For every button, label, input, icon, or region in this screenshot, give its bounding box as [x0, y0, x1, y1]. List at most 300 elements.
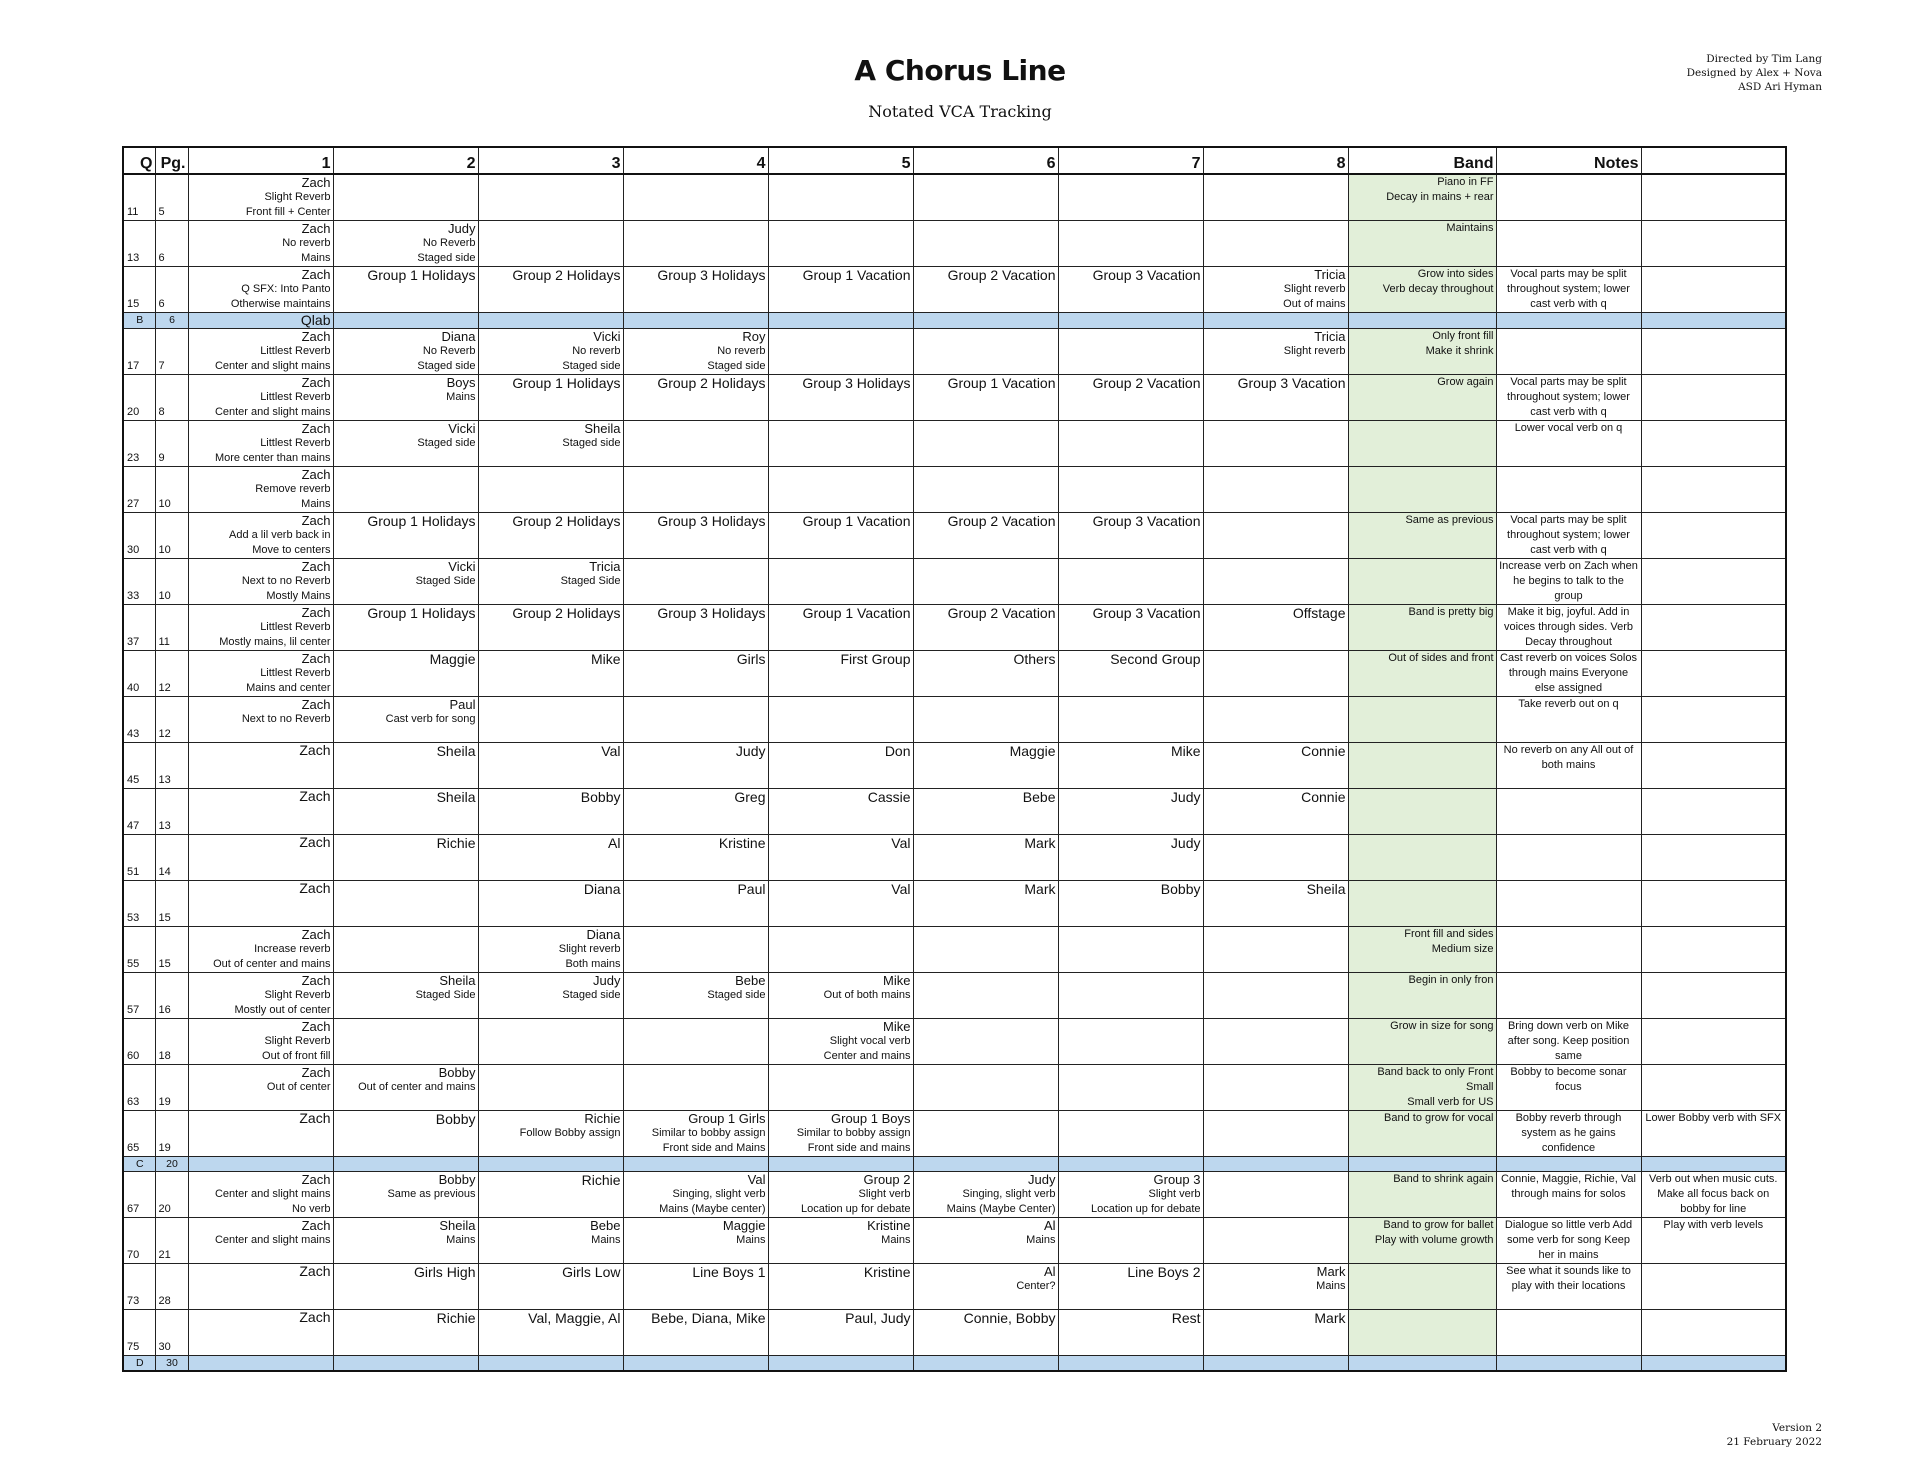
vca-4-cell	[623, 1310, 768, 1356]
vca-4-cell	[623, 1157, 768, 1172]
vca-8-cell	[1203, 605, 1348, 651]
cell-note-text: No reverb	[572, 345, 621, 357]
vca-2-cell	[333, 174, 478, 221]
credit-line: Designed by Alex + Nova	[1686, 67, 1822, 79]
band-cell	[1348, 1264, 1496, 1310]
page-number: 6	[155, 313, 188, 329]
cell-primary-text: Verb out when music cuts. Make all focus back on bobby for line	[1649, 1173, 1778, 1215]
cell-primary-text: Play with verb levels	[1663, 1219, 1764, 1231]
cell-primary-text: Group 3 Holidays	[657, 605, 766, 621]
vca-3-cell	[478, 513, 623, 559]
page-number: 8	[155, 375, 188, 421]
vca-7-cell	[1058, 881, 1203, 927]
notes-cell	[1496, 973, 1641, 1019]
cell-primary-text: Group 1 Vacation	[802, 605, 911, 621]
cell-note-text: Mains and center	[246, 682, 331, 694]
vca-3-cell	[478, 973, 623, 1019]
cell-primary-text: Zach	[299, 742, 331, 758]
vca-5-cell	[768, 1019, 913, 1065]
cue-row	[123, 697, 1786, 743]
vca-3-cell	[478, 1356, 623, 1372]
vca-3-cell	[478, 1019, 623, 1065]
vca-6-cell	[913, 1157, 1058, 1172]
cell-note-text: Front side and mains	[807, 1142, 911, 1154]
vca-6-cell	[913, 559, 1058, 605]
cell-note-text: Staged side	[562, 437, 621, 449]
cell-primary-text: Group 1 Holidays	[367, 267, 476, 283]
vca-7-cell	[1058, 1310, 1203, 1356]
cell-primary-text: Al	[608, 835, 621, 851]
band-cell	[1348, 651, 1496, 697]
cell-primary-text: Zach	[301, 329, 331, 344]
cell-primary-text: Bobby	[580, 789, 621, 805]
cell-primary-text: Zach	[301, 421, 331, 436]
vca-4-cell	[623, 1111, 768, 1157]
extra-notes-cell	[1641, 174, 1786, 221]
cue-row	[123, 375, 1786, 421]
vca-6-cell	[913, 927, 1058, 973]
extra-notes-cell	[1641, 559, 1786, 605]
cell-primary-text: Paul	[449, 697, 476, 712]
cell-primary-text: Maggie	[722, 1218, 766, 1233]
cue-row	[123, 513, 1786, 559]
cell-primary-text: Mark	[1024, 835, 1056, 851]
page-number: 7	[155, 329, 188, 375]
vca-8-cell	[1203, 927, 1348, 973]
cell-primary-text: Group 2 Vacation	[947, 513, 1056, 529]
cell-note-text: Singing, slight verb	[672, 1188, 766, 1200]
vca-4-cell	[623, 467, 768, 513]
cell-primary-text: Dialogue so little verb Add some verb for song Keep her in mains	[1504, 1219, 1633, 1261]
vca-1-cell	[188, 1019, 333, 1065]
notes-cell	[1496, 1310, 1641, 1356]
vca-1-cell	[188, 1172, 333, 1218]
cell-primary-text: Cassie	[867, 789, 911, 805]
cue-number: 47	[123, 789, 155, 835]
extra-notes-cell	[1641, 881, 1786, 927]
notes-cell	[1496, 313, 1641, 329]
cell-primary-text: Band back to only Front	[1377, 1066, 1494, 1078]
cell-note-text: Same as previous	[387, 1188, 476, 1200]
vca-2-cell	[333, 835, 478, 881]
extra-notes-cell	[1641, 329, 1786, 375]
cell-primary-text: Group 2 Vacation	[1092, 375, 1201, 391]
vca-1-cell	[188, 835, 333, 881]
cell-note-text: Mains	[1316, 1280, 1346, 1292]
vca-3-cell	[478, 421, 623, 467]
page-number: 28	[155, 1264, 188, 1310]
cell-primary-text: Zach	[301, 267, 331, 282]
vca-8-cell	[1203, 467, 1348, 513]
page-number: 10	[155, 559, 188, 605]
cell-primary-text: Line Boys 2	[1127, 1264, 1201, 1280]
vca-4-cell	[623, 651, 768, 697]
vca-1-cell	[188, 743, 333, 789]
vca-2-cell	[333, 605, 478, 651]
cell-primary-text: Group 1 Vacation	[802, 267, 911, 283]
vca-6-cell	[913, 329, 1058, 375]
vca-7-cell	[1058, 1019, 1203, 1065]
vca-2-cell	[333, 559, 478, 605]
cell-primary-text: Group 2 Holidays	[657, 375, 766, 391]
extra-notes-cell	[1641, 973, 1786, 1019]
cue-number: C	[123, 1157, 155, 1172]
cue-row	[123, 605, 1786, 651]
cell-primary-text: Group 3 Vacation	[1092, 513, 1201, 529]
vca-4-cell	[623, 1356, 768, 1372]
vca-7-cell	[1058, 1218, 1203, 1264]
band-cell	[1348, 313, 1496, 329]
cell-primary-text: Al	[1043, 1264, 1056, 1279]
vca-1-cell	[188, 421, 333, 467]
extra-notes-cell	[1641, 1356, 1786, 1372]
vca-8-cell	[1203, 697, 1348, 743]
cell-note-text: Slight verb	[858, 1188, 911, 1200]
cell-primary-text: Richie	[436, 1310, 476, 1326]
cell-primary-text: Paul	[737, 881, 766, 897]
vca-1-cell	[188, 329, 333, 375]
cell-primary-text: Bebe	[1022, 789, 1056, 805]
cell-note-text: Mostly mains, lil center	[219, 636, 331, 648]
vca-1-cell	[188, 1065, 333, 1111]
cell-primary-text: Group 1 Vacation	[802, 513, 911, 529]
cell-primary-text: Group 2	[863, 1172, 911, 1187]
cell-note-text: Similar to bobby assign	[651, 1127, 766, 1139]
vca-5-cell	[768, 1157, 913, 1172]
cue-number: 73	[123, 1264, 155, 1310]
notes-cell	[1496, 221, 1641, 267]
vca-8-cell	[1203, 174, 1348, 221]
vca-4-cell	[623, 1218, 768, 1264]
band-cell	[1348, 1019, 1496, 1065]
cell-note-text: Center and mains	[823, 1050, 911, 1062]
extra-notes-cell	[1641, 1111, 1786, 1157]
cue-row	[123, 927, 1786, 973]
cell-primary-text: Group 3 Vacation	[1092, 605, 1201, 621]
vca-3-cell	[478, 927, 623, 973]
cell-note-text: Staged Side	[415, 989, 476, 1001]
cell-primary-text: Connie, Maggie, Richie, Val through mains for solos	[1501, 1173, 1636, 1200]
page-number: 12	[155, 697, 188, 743]
cell-note-text: Similar to bobby assign	[796, 1127, 911, 1139]
band-cell	[1348, 421, 1496, 467]
cell-primary-text: Group 2 Holidays	[512, 513, 621, 529]
cell-note-text: Location up for debate	[1091, 1203, 1201, 1215]
cell-note-text: Mains	[446, 391, 476, 403]
cell-primary-text: Bring down verb on Mike after song. Keep position same	[1507, 1020, 1630, 1062]
cell-primary-text: Bebe, Diana, Mike	[651, 1310, 766, 1326]
page-number: 6	[155, 221, 188, 267]
page-number: 13	[155, 743, 188, 789]
cell-primary-text: Judy	[735, 743, 766, 759]
band-cell	[1348, 1310, 1496, 1356]
extra-notes-cell	[1641, 1310, 1786, 1356]
vca-7-cell	[1058, 267, 1203, 313]
cue-number: 20	[123, 375, 155, 421]
cue-row	[123, 1111, 1786, 1157]
vca-2-cell	[333, 221, 478, 267]
cell-primary-text: Sheila	[439, 1218, 476, 1233]
band-cell	[1348, 267, 1496, 313]
cue-row	[123, 467, 1786, 513]
cell-note-text: Decay in mains + rear	[1386, 191, 1494, 203]
vca-4-cell	[623, 375, 768, 421]
vca-4-cell	[623, 743, 768, 789]
vca-8-cell	[1203, 973, 1348, 1019]
cell-primary-text: Sheila	[439, 973, 476, 988]
cell-primary-text: Group 1 Holidays	[367, 605, 476, 621]
cell-primary-text: Same as previous	[1405, 514, 1494, 526]
vca-7-cell	[1058, 697, 1203, 743]
vca-4-cell	[623, 973, 768, 1019]
cell-primary-text: Roy	[742, 329, 766, 344]
page-number: 14	[155, 835, 188, 881]
vca-8-cell	[1203, 881, 1348, 927]
cue-number: 37	[123, 605, 155, 651]
vca-5-cell	[768, 1310, 913, 1356]
vca-8-cell	[1203, 329, 1348, 375]
extra-notes-cell	[1641, 835, 1786, 881]
cell-primary-text: Grow in size for song	[1390, 1020, 1494, 1032]
cell-primary-text: Qlab	[300, 312, 331, 328]
cell-primary-text: See what it sounds like to play with their locations	[1506, 1265, 1631, 1292]
vca-5-cell	[768, 421, 913, 467]
vca-6-cell	[913, 1111, 1058, 1157]
cell-note-text: No reverb	[282, 237, 331, 249]
vca-5-cell	[768, 559, 913, 605]
notes-cell	[1496, 1356, 1641, 1372]
vca-6-cell	[913, 605, 1058, 651]
cell-note-text: Staged side	[417, 252, 476, 264]
vca-6-cell	[913, 651, 1058, 697]
cell-note-text: Mains (Maybe center)	[659, 1203, 766, 1215]
cell-primary-text: Group 3 Holidays	[657, 267, 766, 283]
vca-8-cell	[1203, 313, 1348, 329]
cell-primary-text: Richie	[581, 1172, 621, 1188]
vca-7-cell	[1058, 329, 1203, 375]
cell-primary-text: Vicki	[593, 329, 621, 344]
notes-cell	[1496, 329, 1641, 375]
cell-note-text: Location up for debate	[801, 1203, 911, 1215]
vca-8-cell	[1203, 1264, 1348, 1310]
vca-1-cell	[188, 1264, 333, 1310]
vca-1-cell	[188, 1310, 333, 1356]
page-number: 13	[155, 789, 188, 835]
col-header-vca-7: 7	[1058, 147, 1203, 174]
cue-row	[123, 881, 1786, 927]
band-cell	[1348, 1218, 1496, 1264]
cell-primary-text: Paul, Judy	[845, 1310, 911, 1326]
cell-note-text: Make it shrink	[1425, 345, 1494, 357]
cell-primary-text: Connie, Bobby	[963, 1310, 1056, 1326]
vca-8-cell	[1203, 421, 1348, 467]
vca-7-cell	[1058, 174, 1203, 221]
band-cell	[1348, 697, 1496, 743]
cue-row	[123, 1019, 1786, 1065]
cell-note-text: Mains	[301, 498, 331, 510]
cell-note-text: Center and slight mains	[214, 406, 331, 418]
vca-1-cell	[188, 174, 333, 221]
vca-5-cell	[768, 1218, 913, 1264]
vca-3-cell	[478, 267, 623, 313]
cell-primary-text: Kristine	[867, 1218, 911, 1233]
band-cell	[1348, 1111, 1496, 1157]
cell-primary-text: Group 2 Holidays	[512, 267, 621, 283]
vca-5-cell	[768, 927, 913, 973]
vca-2-cell	[333, 1218, 478, 1264]
cell-primary-text: Only front fill	[1432, 330, 1494, 342]
cell-primary-text: Zach	[301, 1019, 331, 1034]
vca-3-cell	[478, 313, 623, 329]
cell-primary-text: Line Boys 1	[692, 1264, 766, 1280]
cell-primary-text: Mark	[1024, 881, 1056, 897]
vca-6-cell	[913, 375, 1058, 421]
page-number: 16	[155, 973, 188, 1019]
band-cell	[1348, 927, 1496, 973]
cue-row	[123, 174, 1786, 221]
cue-row	[123, 789, 1786, 835]
vca-2-cell	[333, 267, 478, 313]
vca-5-cell	[768, 467, 913, 513]
extra-notes-cell	[1641, 313, 1786, 329]
vca-2-cell	[333, 927, 478, 973]
cell-note-text: Cast verb for song	[385, 713, 476, 725]
vca-7-cell	[1058, 467, 1203, 513]
cell-primary-text: Make it big, joyful. Add in voices through sides. Verb Decay throughout	[1503, 606, 1634, 648]
extra-notes-cell	[1641, 651, 1786, 697]
cell-primary-text: Zach	[301, 651, 331, 666]
cell-primary-text: Maggie	[1009, 743, 1056, 759]
notes-cell	[1496, 743, 1641, 789]
page-number: 18	[155, 1019, 188, 1065]
vca-8-cell	[1203, 1218, 1348, 1264]
cell-note-text: Add a lil verb back in	[229, 529, 331, 541]
cell-primary-text: First Group	[840, 651, 911, 667]
vca-5-cell	[768, 605, 913, 651]
cell-note-text: Staged side	[562, 989, 621, 1001]
cell-primary-text: Vocal parts may be split throughout system; lower cast verb with q	[1507, 376, 1630, 418]
cell-note-text: Center and slight mains	[214, 1234, 331, 1246]
page-number: 30	[155, 1310, 188, 1356]
notes-cell	[1496, 1172, 1641, 1218]
cell-primary-text: Increase verb on Zach when he begins to talk to the group	[1499, 560, 1638, 602]
vca-7-cell	[1058, 513, 1203, 559]
cell-primary-text: Zach	[301, 559, 331, 574]
vca-6-cell	[913, 835, 1058, 881]
cell-primary-text: Connie	[1301, 789, 1346, 805]
cell-primary-text: Richie	[436, 835, 476, 851]
page-number: 20	[155, 1172, 188, 1218]
cue-number: 43	[123, 697, 155, 743]
notes-cell	[1496, 1065, 1641, 1111]
band-cell	[1348, 221, 1496, 267]
band-cell	[1348, 1356, 1496, 1372]
vca-3-cell	[478, 1065, 623, 1111]
cue-number: 57	[123, 973, 155, 1019]
vca-4-cell	[623, 927, 768, 973]
cell-primary-text: Out of sides and front	[1388, 652, 1494, 664]
vca-7-cell	[1058, 559, 1203, 605]
extra-notes-cell	[1641, 605, 1786, 651]
cell-primary-text: Sheila	[584, 421, 621, 436]
cue-number: 11	[123, 174, 155, 221]
cue-number: 67	[123, 1172, 155, 1218]
vca-6-cell	[913, 1172, 1058, 1218]
notes-cell	[1496, 651, 1641, 697]
cell-note-text: Out of center and mains	[358, 1081, 476, 1093]
section-row	[123, 1356, 1786, 1372]
page-number: 30	[155, 1356, 188, 1372]
vca-2-cell	[333, 375, 478, 421]
vca-3-cell	[478, 789, 623, 835]
cue-number: 40	[123, 651, 155, 697]
cell-primary-text: Mike	[883, 973, 911, 988]
cell-note-text: Staged Side	[415, 575, 476, 587]
cell-note-text: Verb decay throughout	[1382, 283, 1494, 295]
cell-note-text: Increase reverb	[254, 943, 331, 955]
cell-primary-text: Zach	[301, 1065, 331, 1080]
band-cell	[1348, 375, 1496, 421]
cue-row	[123, 1172, 1786, 1218]
vca-4-cell	[623, 329, 768, 375]
col-header-pg: Pg.	[155, 147, 188, 174]
vca-6-cell	[913, 743, 1058, 789]
cell-note-text: Singing, slight verb	[962, 1188, 1056, 1200]
extra-notes-cell	[1641, 1019, 1786, 1065]
cell-primary-text: Band to grow for ballet	[1383, 1219, 1494, 1231]
vca-2-cell	[333, 697, 478, 743]
vca-5-cell	[768, 1172, 913, 1218]
vca-1-cell	[188, 313, 333, 329]
vca-8-cell	[1203, 267, 1348, 313]
vca-4-cell	[623, 697, 768, 743]
cell-primary-text: Bobby	[438, 1172, 476, 1187]
cell-note-text: Mostly out of center	[234, 1004, 331, 1016]
notes-cell	[1496, 1264, 1641, 1310]
vca-5-cell	[768, 973, 913, 1019]
notes-cell	[1496, 267, 1641, 313]
cell-primary-text: Judy	[1028, 1172, 1056, 1187]
vca-5-cell	[768, 1264, 913, 1310]
cell-note-text: No Reverb	[422, 345, 476, 357]
vca-6-cell	[913, 789, 1058, 835]
cell-note-text: Both mains	[565, 958, 621, 970]
vca-6-cell	[913, 467, 1058, 513]
cell-note-text: Center and slight mains	[214, 360, 331, 372]
cell-primary-text: Vicki	[448, 421, 476, 436]
cue-row	[123, 559, 1786, 605]
cue-row	[123, 1218, 1786, 1264]
cell-primary-text: Group 3	[1153, 1172, 1201, 1187]
cell-primary-text: Grow into sides	[1417, 268, 1494, 280]
vca-8-cell	[1203, 1065, 1348, 1111]
col-header-vca-5: 5	[768, 147, 913, 174]
vca-8-cell	[1203, 375, 1348, 421]
cell-primary-text: Tricia	[589, 559, 621, 574]
cell-primary-text: Judy	[1170, 789, 1201, 805]
cell-primary-text: Others	[1013, 651, 1056, 667]
band-cell	[1348, 467, 1496, 513]
cue-row	[123, 1264, 1786, 1310]
cell-primary-text: Group 3 Vacation	[1092, 267, 1201, 283]
extra-notes-cell	[1641, 697, 1786, 743]
cell-primary-text: Judy	[593, 973, 621, 988]
vca-2-cell	[333, 1065, 478, 1111]
vca-4-cell	[623, 221, 768, 267]
vca-2-cell	[333, 313, 478, 329]
cell-primary-text: Val	[891, 835, 911, 851]
cell-primary-text: Group 2 Holidays	[512, 605, 621, 621]
